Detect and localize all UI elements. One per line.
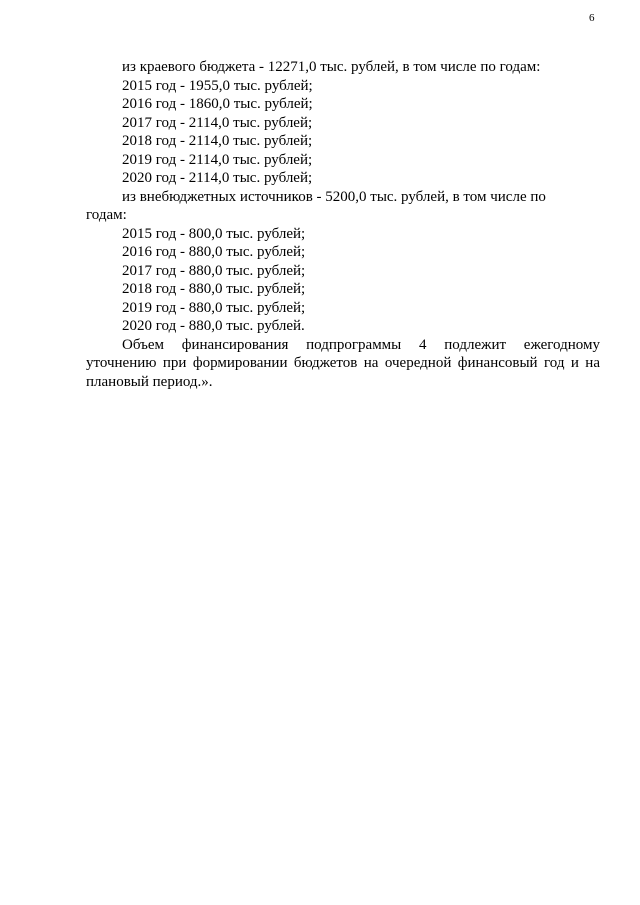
extrabudgetary-year-2020: 2020 год - 880,0 тыс. рублей.: [122, 318, 305, 334]
regional-budget-year-2016: 2016 год - 1860,0 тыс. рублей;: [122, 96, 313, 112]
extrabudgetary-year-2018: 2018 год - 880,0 тыс. рублей;: [122, 281, 306, 297]
regional-budget-year-2020: 2020 год - 2114,0 тыс. рублей;: [122, 170, 313, 186]
extrabudgetary-year-2016: 2016 год - 880,0 тыс. рублей;: [122, 244, 306, 260]
extrabudgetary-year-2019: 2019 год - 880,0 тыс. рублей;: [122, 299, 306, 316]
extrabudgetary-heading-line-2: годам:: [86, 207, 127, 223]
closing-paragraph-line-1: Объем финансирования подпрограммы 4 подлежит ежегодному: [122, 336, 600, 353]
regional-budget-year-2017: 2017 год - 2114,0 тыс. рублей;: [122, 114, 313, 131]
regional-budget-year-2018: 2018 год - 2114,0 тыс. рублей;: [122, 133, 313, 149]
page-number: 6: [589, 12, 595, 24]
regional-budget-year-2015: 2015 год - 1955,0 тыс. рублей;: [122, 77, 313, 94]
extrabudgetary-year-2015: 2015 год - 800,0 тыс. рублей;: [122, 225, 306, 242]
closing-paragraph-line-3: плановый период.».: [86, 373, 213, 390]
extrabudgetary-heading-line-1: из внебюджетных источников - 5200,0 тыс. рублей, в том числе по: [122, 188, 546, 205]
document-body: [86, 58, 600, 391]
extrabudgetary-year-2017: 2017 год - 880,0 тыс. рублей;: [122, 262, 306, 279]
regional-budget-heading: из краевого бюджета - 12271,0 тыс. рублей, в том числе по годам:: [122, 59, 541, 75]
regional-budget-year-2019: 2019 год - 2114,0 тыс. рублей;: [122, 151, 313, 168]
closing-paragraph-line-2: уточнению при формировании бюджетов на очередной финансовый год и на: [86, 355, 600, 371]
